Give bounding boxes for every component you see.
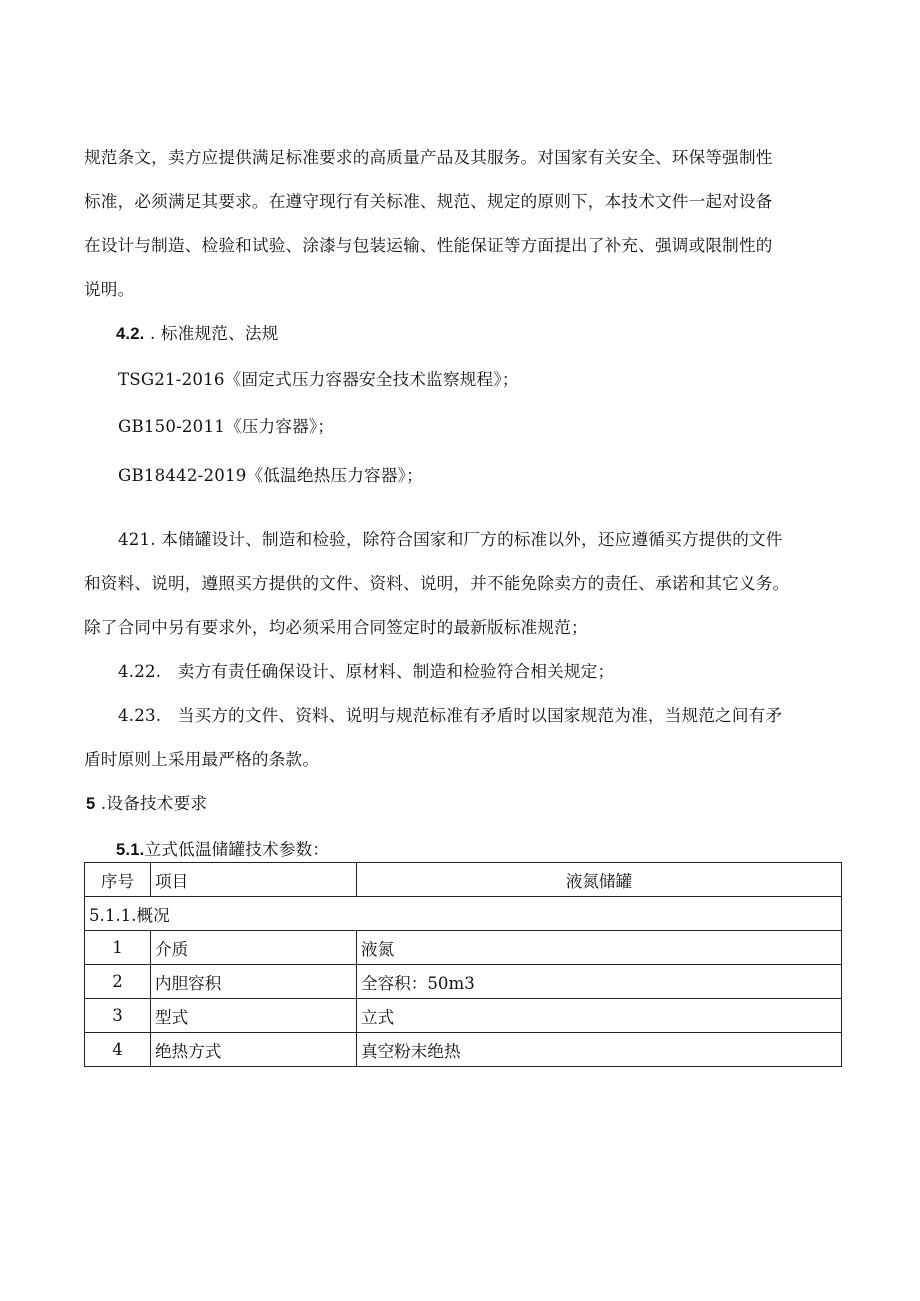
intro-line-1: 规范条文，卖方应提供满足标准要求的高质量产品及其服务。对国家有关安全、环保等强制性 bbox=[84, 148, 773, 167]
intro-line-2: 标准，必须满足其要求。在遵守现行有关标准、规范、规定的原则下，本技术文件一起对设备 bbox=[84, 192, 773, 211]
section-4-2-heading bbox=[116, 323, 278, 345]
clause-421-line-1: 421. 本储罐设计、制造和检验，除符合国家和厂方的标准以外，还应遵循买方提供的文件 bbox=[118, 530, 783, 549]
intro-line-3: 在设计与制造、检验和试验、涂漆与包装运输、性能保证等方面提出了补充、强调或限制性的 bbox=[84, 236, 773, 255]
row-no: 1 bbox=[85, 931, 151, 965]
row-no: 3 bbox=[85, 999, 151, 1033]
table-row bbox=[85, 999, 842, 1033]
row-value: 全容积：50m3 bbox=[357, 965, 842, 999]
row-item: 介质 bbox=[151, 931, 357, 965]
section-5-1-heading bbox=[116, 839, 329, 861]
standard-item: TSG21-2016《固定式压力容器安全技术监察规程》； bbox=[118, 370, 519, 389]
section-number: 5 bbox=[86, 794, 96, 813]
group-title: 5.1.1.概况 bbox=[85, 897, 842, 931]
header-item: 项目 bbox=[151, 863, 357, 897]
standard-item: GB150-2011《压力容器》； bbox=[118, 417, 335, 436]
clause-423-line-1: 4.23. 当买方的文件、资料、说明与规范标准有矛盾时以国家规范为准，当规范之间有矛 bbox=[118, 706, 783, 725]
spec-table bbox=[84, 862, 842, 1067]
clause-421-line-3: 除了合同中另有要求外，均必须采用合同签定时的最新版标准规范； bbox=[84, 618, 588, 637]
row-item: 绝热方式 bbox=[151, 1033, 357, 1067]
row-item: 内胆容积 bbox=[151, 965, 357, 999]
row-value: 液氮 bbox=[357, 931, 842, 965]
clause-423-line-2: 盾时原则上采用最严格的条款。 bbox=[84, 750, 320, 769]
row-no: 4 bbox=[85, 1033, 151, 1067]
section-title: .设备技术要求 bbox=[100, 794, 208, 813]
section-title: 立式低温储罐技术参数： bbox=[144, 840, 330, 859]
row-item: 型式 bbox=[151, 999, 357, 1033]
table-row bbox=[85, 965, 842, 999]
header-tank: 液氮储罐 bbox=[357, 863, 842, 897]
table-row bbox=[85, 931, 842, 965]
standard-item: GB18442-2019《低温绝热压力容器》； bbox=[118, 466, 423, 485]
row-value: 立式 bbox=[357, 999, 842, 1033]
row-value: 真空粉末绝热 bbox=[357, 1033, 842, 1067]
section-number: 4.2. bbox=[116, 324, 145, 343]
row-no: 2 bbox=[85, 965, 151, 999]
section-number: 5.1. bbox=[116, 840, 145, 859]
section-5-heading bbox=[86, 793, 207, 815]
table-row bbox=[85, 1033, 842, 1067]
table-header-row bbox=[85, 863, 842, 897]
intro-line-4: 说明。 bbox=[84, 280, 135, 299]
clause-421-line-2: 和资料、说明，遵照买方提供的文件、资料、说明，并不能免除卖方的责任、承诺和其它义务。 bbox=[84, 574, 790, 593]
section-title: . 标准规范、法规 bbox=[149, 324, 279, 343]
table-group-row bbox=[85, 897, 842, 931]
clause-422: 4.22. 卖方有责任确保设计、原材料、制造和检验符合相关规定； bbox=[118, 662, 615, 681]
header-no: 序号 bbox=[85, 863, 151, 897]
